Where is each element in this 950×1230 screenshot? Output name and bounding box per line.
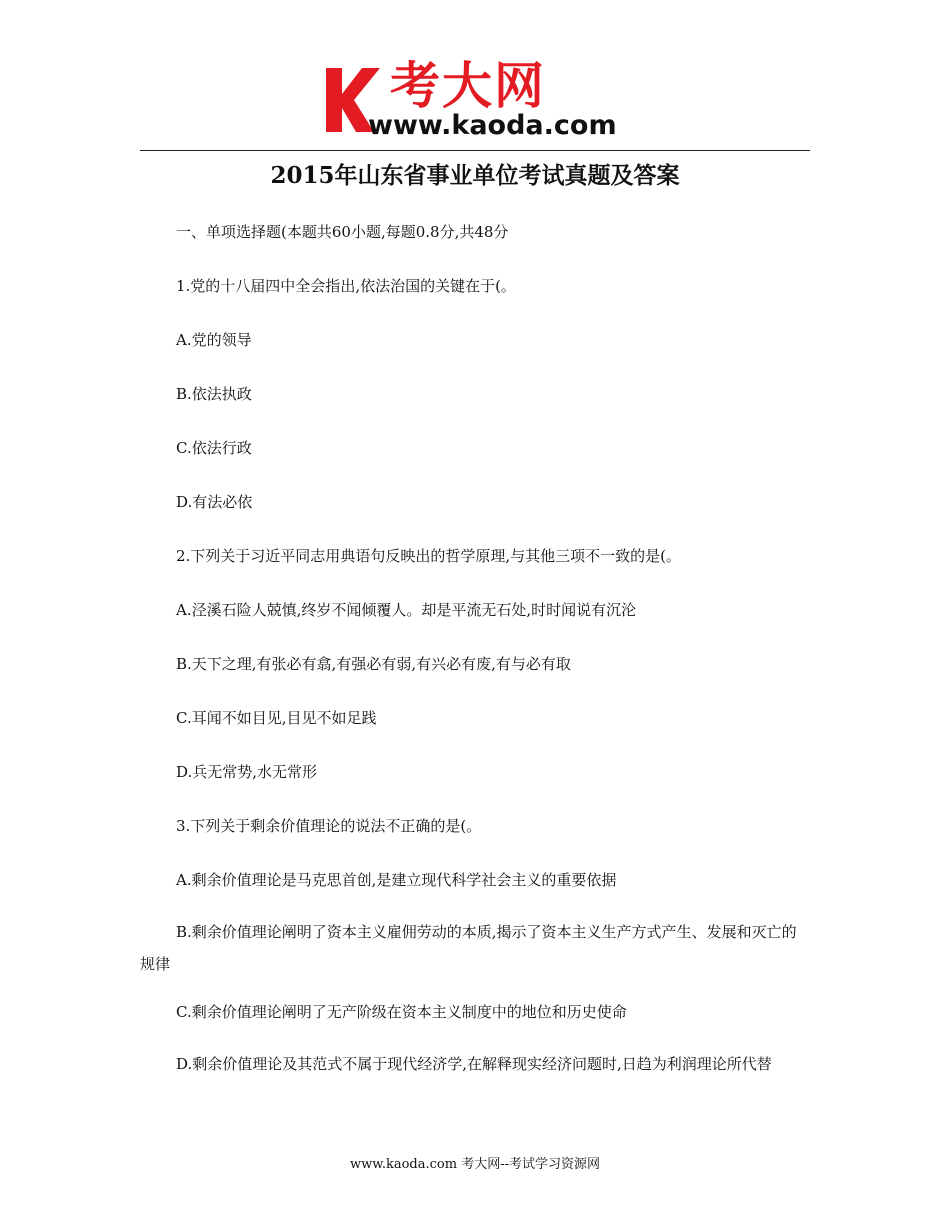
page-footer: www.kaoda.com 考大网--考试学习资源网 — [350, 1157, 600, 1172]
question-2-stem: 2.下列关于习近平同志用典语句反映出的哲学原理,与其他三项不一致的是(。 — [176, 547, 681, 565]
section-heading: 一、单项选择题(本题共60小题,每题0.8分,共48分 — [176, 223, 509, 241]
question-1-option-d: D.有法必依 — [176, 493, 253, 511]
question-3-stem: 3.下列关于剩余价值理论的说法不正确的是(。 — [176, 817, 482, 835]
question-3-option-c: C.剩余价值理论阐明了无产阶级在资本主义制度中的地位和历史使命 — [176, 1003, 627, 1021]
question-1-stem: 1.党的十八届四中全会指出,依法治国的关键在于(。 — [176, 277, 516, 295]
logo-url-text: www.kaoda.com — [368, 110, 617, 141]
question-2-option-b: B.天下之理,有张必有翕,有强必有弱,有兴必有废,有与必有取 — [176, 655, 571, 673]
question-1-option-a: A.党的领导 — [176, 331, 252, 349]
question-1-option-b: B.依法执政 — [176, 385, 252, 403]
question-3-option-a: A.剩余价值理论是马克思首创,是建立现代科学社会主义的重要依据 — [176, 871, 617, 889]
logo-chinese-text: 考大网 — [390, 57, 546, 115]
question-3-option-d: D.剩余价值理论及其范式不属于现代经济学,在解释现实经济问题时,日趋为利润理论所代替 — [176, 1055, 772, 1073]
document-body — [140, 214, 810, 1094]
site-logo[interactable] — [322, 58, 642, 144]
question-2-option-d: D.兵无常势,水无常形 — [176, 763, 318, 781]
question-3-option-b: B.剩余价值理论阐明了资本主义雇佣劳动的本质,揭示了资本主义生产方式产生、发展和灭亡的规律 — [140, 923, 797, 973]
question-1-option-c: C.依法行政 — [176, 439, 252, 457]
header-divider — [140, 150, 810, 151]
question-2-option-a: A.泾溪石险人兢慎,终岁不闻倾覆人。却是平流无石处,时时闻说有沉沦 — [176, 601, 637, 619]
question-2-option-c: C.耳闻不如目见,目见不如足践 — [176, 709, 377, 727]
page-title: 2015年山东省事业单位考试真题及答案 — [270, 162, 680, 189]
